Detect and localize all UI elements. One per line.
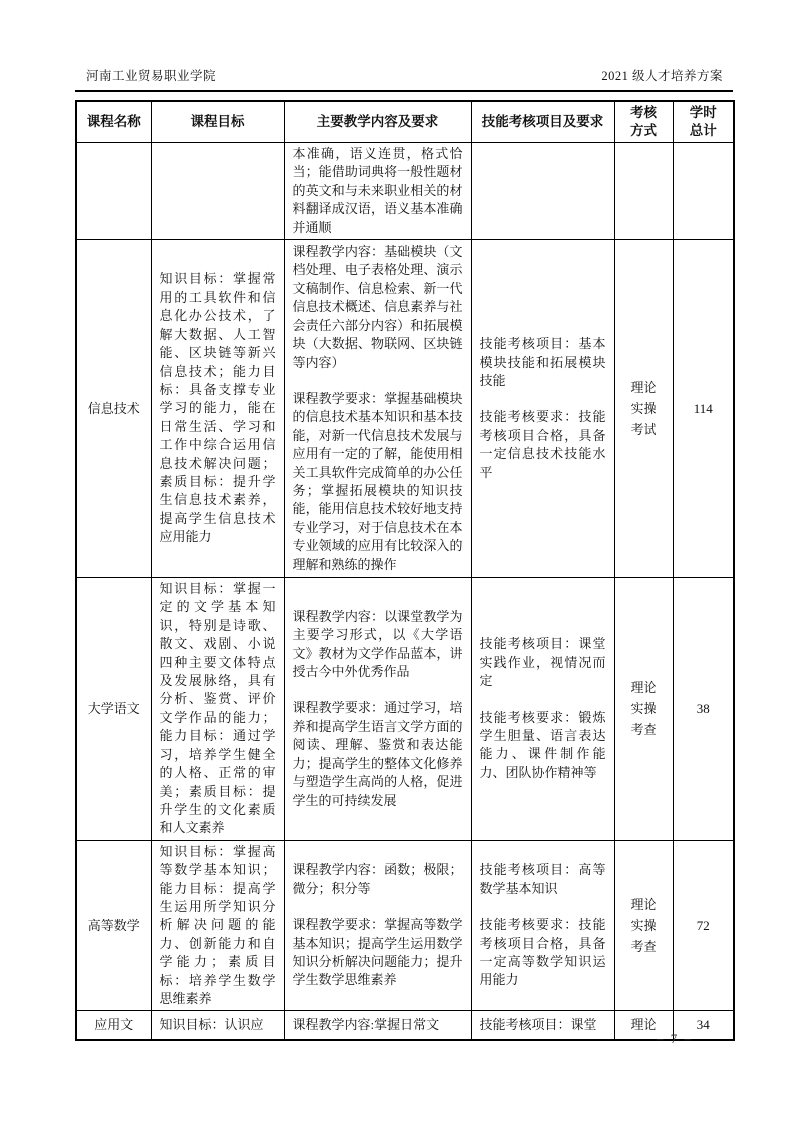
page-number: – 7 – [657,1031,693,1046]
hours-cell: 72 [673,840,734,1011]
objective-paragraph: 知识目标：掌握一定的文学基本知识，特别是诗歌、散文、戏剧、小说四种主要文体特点及发展脉络，具有分析、鉴赏、评价文学作品的能力；能力目标：通过学习，培养学生健全的人格、正常的审美；素质目标：提升学生的文化素质和人文素养 [159,581,276,836]
table-row-continuation [76,143,734,240]
content-cell [284,1011,471,1040]
table-header-row [76,101,734,143]
method-cell: 理论 [614,1011,673,1040]
assessment-paragraph: 技能考核项目：基本模块技能和拓展模块技能 [479,336,606,388]
assessment-paragraph: 技能考核要求：技能考核项目合格，具备一定高等数学知识运用能力 [479,917,606,988]
assessment-paragraph: 技能考核要求：锻炼学生胆量、语言表达能力、课件制作能力、团队协作精神等 [479,709,606,780]
content-cell [284,840,471,1011]
course-name-cell: 高等数学 [76,840,151,1011]
course-name-cell [76,143,151,240]
hours-cell: 114 [673,240,734,578]
hours-cell [673,143,734,240]
header-rule [75,90,733,92]
header-skill-assessment: 技能考核项目及要求 [471,101,614,143]
content-paragraph: 课程教学要求：通过学习，培养和提高学生语言文学方面的阅读、理解、鉴赏和表达能力；提高学生的整体文化修养与塑造学生高尚的人格，促进学生的可持续发展 [292,700,463,808]
content-paragraph: 本准确，语义连贯，格式恰当；能借助词典将一般性题材的英文和与未来职业相关的材料翻译成汉语，语义基本准确并通顺 [292,146,463,235]
method-cell: 理论实操考查 [614,578,673,841]
assessment-cell [471,578,614,841]
assessment-cell [471,143,614,240]
objective-paragraph: 知识目标：掌握常用的工具软件和信息化办公技术，了解大数据、人工智能、区块链等新兴信息技术；能力目标：具备支撑专业学习的能力，能在日常生活、学习和工作中综合运用信息技术解决问题；素质目标：提升学生信息技术素养，提高学生信息技术应用能力 [159,271,276,545]
document-header-right: 2021 级人才培养方案 [601,69,723,83]
header-course-objective: 课程目标 [151,101,284,143]
objective-cell [151,578,284,841]
course-name-cell: 信息技术 [76,240,151,578]
assessment-paragraph: 技能考核要求：技能考核项目合格，具备一定信息技术技能水平 [479,409,606,480]
content-cell [284,578,471,841]
document-header-left: 河南工业贸易职业学院 [86,69,217,83]
content-paragraph: 课程教学内容：以课堂教学为主要学习形式，以《大学语文》教材为文学作品蓝本，讲授古今中外优秀作品 [292,608,463,680]
content-paragraph: 课程教学要求：掌握基础模块的信息技术基本知识和基本技能，对新一代信息技术发展与应用有一定的了解，能使用相关工具软件完成简单的办公任务；掌握拓展模块的知识技能，能用信息技术较好地支持专业学习，对于信息技术在本专业领域的应用有比较深入的理解和熟练的操作 [292,390,463,572]
header-teaching-content: 主要教学内容及要求 [284,101,471,143]
content-paragraph: 课程教学内容:掌握日常文 [292,1016,440,1032]
table-row-college-chinese [76,578,734,841]
objective-paragraph: 知识目标：掌握高等数学基本知识；能力目标：提高学生运用所学知识分析解决问题的能力、创新能力和自学能力；素质目标：培养学生数学思维素养 [159,843,276,1006]
method-cell: 理论实操考查 [614,840,673,1011]
hours-cell: 34 [673,1011,734,1040]
table-row-applied-writing [76,1011,734,1040]
content-cell [284,143,471,240]
assessment-cell [471,1011,614,1040]
assessment-cell [471,840,614,1011]
method-cell: 理论实操考试 [614,240,673,578]
course-name-cell: 应用文 [76,1011,151,1040]
content-cell [284,240,471,578]
assessment-paragraph: 技能考核项目：高等数学基本知识 [479,862,606,896]
content-paragraph: 课程教学要求：掌握高等数学基本知识；提高学生运用数学知识分析解决问题能力；提升学生数学思维素养 [292,917,463,988]
method-cell [614,143,673,240]
objective-cell [151,1011,284,1040]
course-name-cell: 大学语文 [76,578,151,841]
table-row-advanced-math [76,840,734,1011]
objective-cell [151,840,284,1011]
header-course-name: 课程名称 [76,101,151,143]
header-total-hours: 学时总计 [673,101,734,143]
assessment-cell [471,240,614,578]
header-assessment-method: 考核方式 [614,101,673,143]
hours-cell: 38 [673,578,734,841]
content-paragraph: 课程教学内容：基础模块（文档处理、电子表格处理、演示文稿制作、信息检索、新一代信息技术概述、信息素养与社会责任六部分内容）和拓展模块（大数据、物联网、区块链等内容） [292,244,463,370]
content-paragraph: 课程教学内容：函数；极限；微分；积分等 [292,862,463,896]
assessment-paragraph: 技能考核项目：课堂 [479,1016,597,1032]
objective-paragraph: 知识目标：认识应 [159,1016,264,1032]
objective-cell [151,143,284,240]
table-row-information-technology [76,240,734,578]
objective-cell [151,240,284,578]
assessment-paragraph: 技能考核项目：课堂实践作业，视情况而定 [479,636,606,689]
curriculum-table [75,100,735,1041]
